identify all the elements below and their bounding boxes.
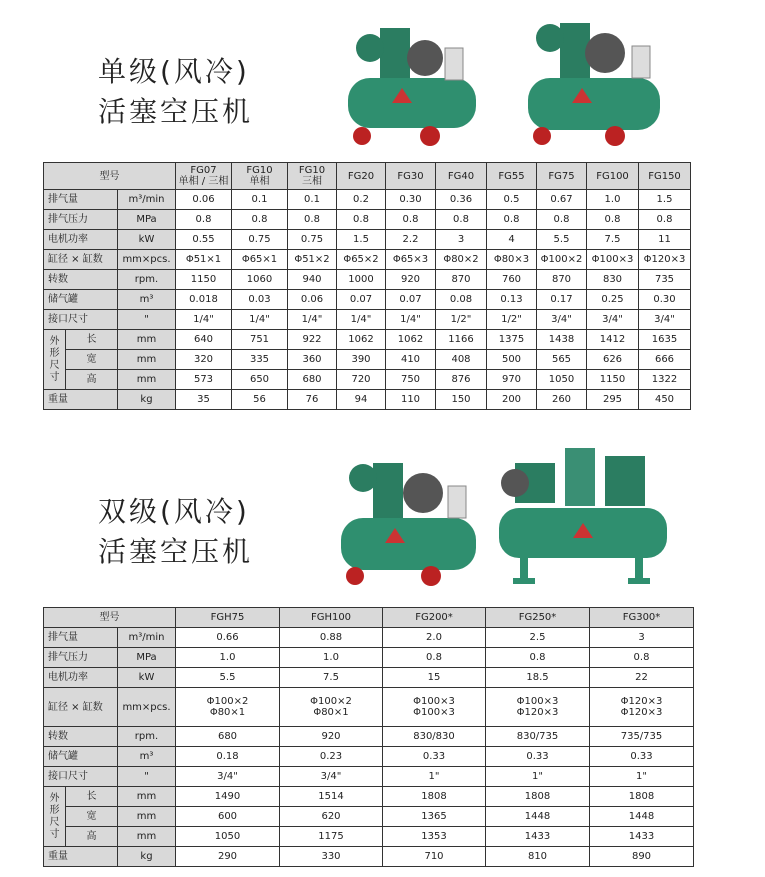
model-header-cell xyxy=(386,163,436,190)
table-cell: 1.0 xyxy=(280,648,383,668)
section2-title-line1: 双级(风冷) xyxy=(98,495,250,528)
table-cell: 0.8 xyxy=(232,210,288,230)
table-cell: 0.8 xyxy=(337,210,386,230)
table-cell: 1.5 xyxy=(337,230,386,250)
model-header-cell xyxy=(537,163,587,190)
table-cell: 1166 xyxy=(436,330,487,350)
table-cell: 2.5 xyxy=(486,628,590,648)
row-unit: kg xyxy=(118,847,176,867)
table-cell: 0.8 xyxy=(436,210,487,230)
table-cell: 1808 xyxy=(486,787,590,807)
model-variant: 单相 / 三相 xyxy=(178,176,229,187)
model-header-cell xyxy=(232,163,288,190)
table-cell: 450 xyxy=(639,390,691,410)
table-cell: 0.30 xyxy=(386,190,436,210)
table-cell: 0.17 xyxy=(537,290,587,310)
table-cell: 1448 xyxy=(486,807,590,827)
table-row xyxy=(44,210,691,230)
table-cell: 408 xyxy=(436,350,487,370)
table-cell: 666 xyxy=(639,350,691,370)
table-cell: 2.0 xyxy=(383,628,486,648)
table-cell: 3/4" xyxy=(537,310,587,330)
table-cell: 0.55 xyxy=(176,230,232,250)
table-row xyxy=(44,847,694,867)
table-cell: 600 xyxy=(176,807,280,827)
table-cell: 0.1 xyxy=(288,190,337,210)
table-cell: 11 xyxy=(639,230,691,250)
table-cell: 1/4" xyxy=(288,310,337,330)
table-cell: 0.8 xyxy=(383,648,486,668)
bore-line: Φ100×2 xyxy=(310,696,352,707)
table-cell: 650 xyxy=(232,370,288,390)
table-cell: 1808 xyxy=(590,787,694,807)
table-cell: 920 xyxy=(280,727,383,747)
table-cell: 720 xyxy=(337,370,386,390)
row-unit: mm xyxy=(118,330,176,350)
table-cell: 0.8 xyxy=(537,210,587,230)
table-cell: 1/4" xyxy=(337,310,386,330)
table-header-row xyxy=(44,608,694,628)
table-cell xyxy=(486,688,590,727)
table-row xyxy=(44,628,694,648)
compressor-image-4 xyxy=(495,438,670,588)
row-unit: " xyxy=(118,310,176,330)
table-cell: 150 xyxy=(436,390,487,410)
model-header-cell xyxy=(639,163,691,190)
dimension-side-char: 形 xyxy=(49,347,60,359)
model-header-cell xyxy=(436,163,487,190)
table-row xyxy=(44,648,694,668)
table-cell: 680 xyxy=(176,727,280,747)
table-cell: 7.5 xyxy=(280,668,383,688)
table-cell xyxy=(590,688,694,727)
table-header-row xyxy=(44,163,691,190)
table-cell: 1514 xyxy=(280,787,383,807)
table-cell: 3 xyxy=(436,230,487,250)
row-unit: " xyxy=(118,767,176,787)
table-row xyxy=(44,190,691,210)
table-cell: 640 xyxy=(176,330,232,350)
row-unit: rpm. xyxy=(118,270,176,290)
row-unit: mm xyxy=(118,787,176,807)
bore-line: Φ100×3 xyxy=(413,696,455,707)
table-cell: 1050 xyxy=(537,370,587,390)
compressor-image-2 xyxy=(520,8,665,148)
row-label: 排气量 xyxy=(44,190,118,210)
dimension-side-char: 外 xyxy=(49,335,60,347)
table-row xyxy=(44,390,691,410)
table-cell: 620 xyxy=(280,807,383,827)
table-cell: 1375 xyxy=(487,330,537,350)
dimension-side-label xyxy=(44,330,66,390)
table-cell: 1150 xyxy=(176,270,232,290)
table-cell: 1.5 xyxy=(639,190,691,210)
table-cell: 0.13 xyxy=(487,290,537,310)
table-cell: 0.07 xyxy=(386,290,436,310)
table-cell: 920 xyxy=(386,270,436,290)
table-row xyxy=(44,290,691,310)
table-cell: 56 xyxy=(232,390,288,410)
dimension-side-char: 尺 xyxy=(49,359,60,371)
dimension-label: 长 xyxy=(66,787,118,807)
model-header-label: 型号 xyxy=(44,608,176,628)
table-cell: 5.5 xyxy=(537,230,587,250)
table-cell: 0.25 xyxy=(587,290,639,310)
row-label: 转数 xyxy=(44,270,118,290)
table-cell: 940 xyxy=(288,270,337,290)
table-cell: 0.8 xyxy=(486,648,590,668)
table-cell: 0.33 xyxy=(486,747,590,767)
section1-title-line2: 活塞空压机 xyxy=(98,95,254,128)
table-cell: 0.8 xyxy=(590,648,694,668)
table-cell: 1000 xyxy=(337,270,386,290)
dimension-side-char: 寸 xyxy=(49,828,60,840)
row-label: 电机功率 xyxy=(44,668,118,688)
table-cell: 0.8 xyxy=(176,210,232,230)
table-cell: 330 xyxy=(280,847,383,867)
table-cell: 35 xyxy=(176,390,232,410)
table-cell: 573 xyxy=(176,370,232,390)
row-unit: mm xyxy=(118,350,176,370)
table-cell: 1322 xyxy=(639,370,691,390)
table-cell: 320 xyxy=(176,350,232,370)
table-cell: 970 xyxy=(487,370,537,390)
row-label: 电机功率 xyxy=(44,230,118,250)
table-cell xyxy=(176,688,280,727)
compressor-image-3 xyxy=(333,448,481,588)
table-row xyxy=(44,668,694,688)
table-cell: 3 xyxy=(590,628,694,648)
model-name: FG07 xyxy=(190,165,217,176)
table-cell: 626 xyxy=(587,350,639,370)
table-cell: 870 xyxy=(537,270,587,290)
model-header-cell: FG250* xyxy=(486,608,590,628)
table-cell: 295 xyxy=(587,390,639,410)
table-cell: 1808 xyxy=(383,787,486,807)
table-cell: Φ65×1 xyxy=(232,250,288,270)
table-cell: 735/735 xyxy=(590,727,694,747)
table-cell: 3/4" xyxy=(587,310,639,330)
model-header-cell: FG200* xyxy=(383,608,486,628)
row-unit: mm×pcs. xyxy=(118,688,176,727)
row-unit: m³ xyxy=(118,290,176,310)
table-cell: 1" xyxy=(486,767,590,787)
table-cell: 830/735 xyxy=(486,727,590,747)
row-label: 接口尺寸 xyxy=(44,310,118,330)
table-cell: 1/4" xyxy=(232,310,288,330)
dimension-side-char: 寸 xyxy=(49,371,60,383)
table-cell: 1353 xyxy=(383,827,486,847)
row-unit: kW xyxy=(118,230,176,250)
model-name: FG75 xyxy=(548,170,575,182)
table-cell: 0.1 xyxy=(232,190,288,210)
row-label: 缸径 × 缸数 xyxy=(44,688,118,727)
table-cell: Φ51×1 xyxy=(176,250,232,270)
table-cell: 1490 xyxy=(176,787,280,807)
table-cell: 680 xyxy=(288,370,337,390)
dimension-side-label xyxy=(44,787,66,847)
table-cell: 1635 xyxy=(639,330,691,350)
table-row xyxy=(44,787,694,807)
dimension-label: 高 xyxy=(66,370,118,390)
row-unit: kg xyxy=(118,390,176,410)
table-cell: 0.03 xyxy=(232,290,288,310)
row-label: 重量 xyxy=(44,390,118,410)
model-header-label: 型号 xyxy=(44,163,176,190)
table-row xyxy=(44,310,691,330)
model-name: FG150 xyxy=(648,170,681,182)
table-cell: Φ100×2 xyxy=(537,250,587,270)
table-row xyxy=(44,688,694,727)
table-row xyxy=(44,230,691,250)
table-cell: 4 xyxy=(487,230,537,250)
compressor-image-1 xyxy=(340,8,480,148)
table-cell: 94 xyxy=(337,390,386,410)
row-unit: m³/min xyxy=(118,190,176,210)
two-stage-spec-table xyxy=(43,607,694,867)
model-name: FG10 xyxy=(246,165,273,176)
table-cell: 0.33 xyxy=(590,747,694,767)
table-cell: 500 xyxy=(487,350,537,370)
table-cell: 1" xyxy=(590,767,694,787)
table-cell: 200 xyxy=(487,390,537,410)
table-cell: 1/2" xyxy=(436,310,487,330)
table-cell: Φ120×3 xyxy=(639,250,691,270)
table-row xyxy=(44,727,694,747)
table-cell: 0.36 xyxy=(436,190,487,210)
single-stage-spec-table xyxy=(43,162,691,410)
table-cell: 18.5 xyxy=(486,668,590,688)
row-unit: m³ xyxy=(118,747,176,767)
table-cell: 1412 xyxy=(587,330,639,350)
table-cell: 0.07 xyxy=(337,290,386,310)
table-cell xyxy=(383,688,486,727)
table-cell: 0.66 xyxy=(176,628,280,648)
row-unit: mm xyxy=(118,370,176,390)
table-cell: Φ80×2 xyxy=(436,250,487,270)
table-cell: 76 xyxy=(288,390,337,410)
dimension-side-char: 尺 xyxy=(49,816,60,828)
table-cell: 870 xyxy=(436,270,487,290)
table-cell: 360 xyxy=(288,350,337,370)
table-cell: 810 xyxy=(486,847,590,867)
table-cell: 735 xyxy=(639,270,691,290)
dimension-label: 宽 xyxy=(66,807,118,827)
table-cell: 0.8 xyxy=(639,210,691,230)
table-cell: 1050 xyxy=(176,827,280,847)
table-cell: 0.8 xyxy=(587,210,639,230)
table-cell: 565 xyxy=(537,350,587,370)
bore-line: Φ100×3 xyxy=(413,707,455,718)
row-label: 排气量 xyxy=(44,628,118,648)
table-cell: 830/830 xyxy=(383,727,486,747)
table-cell: 0.5 xyxy=(487,190,537,210)
table-row xyxy=(44,270,691,290)
table-cell: 1062 xyxy=(386,330,436,350)
table-cell: 0.06 xyxy=(176,190,232,210)
table-cell: 876 xyxy=(436,370,487,390)
table-row xyxy=(44,330,691,350)
section2-title xyxy=(98,492,253,572)
table-cell: 1433 xyxy=(486,827,590,847)
dimension-side-char: 形 xyxy=(49,804,60,816)
table-cell: 750 xyxy=(386,370,436,390)
table-cell: 0.8 xyxy=(487,210,537,230)
table-cell: 1/4" xyxy=(176,310,232,330)
table-cell: 260 xyxy=(537,390,587,410)
table-cell: 15 xyxy=(383,668,486,688)
dimension-label: 宽 xyxy=(66,350,118,370)
row-label: 储气罐 xyxy=(44,290,118,310)
row-unit: mm×pcs. xyxy=(118,250,176,270)
dimension-label: 高 xyxy=(66,827,118,847)
table-cell: 290 xyxy=(176,847,280,867)
table-cell: 5.5 xyxy=(176,668,280,688)
table-row xyxy=(44,250,691,270)
table-cell: 830 xyxy=(587,270,639,290)
dimension-label: 长 xyxy=(66,330,118,350)
table-row xyxy=(44,350,691,370)
table-cell: 890 xyxy=(590,847,694,867)
table-cell: Φ100×3 xyxy=(587,250,639,270)
row-label: 排气压力 xyxy=(44,648,118,668)
table-cell: 1448 xyxy=(590,807,694,827)
bore-line: Φ80×1 xyxy=(313,707,349,718)
model-header-cell: FG300* xyxy=(590,608,694,628)
table-cell: 0.33 xyxy=(383,747,486,767)
row-label: 接口尺寸 xyxy=(44,767,118,787)
table-cell: 0.88 xyxy=(280,628,383,648)
table-cell: 0.18 xyxy=(176,747,280,767)
table-cell: 751 xyxy=(232,330,288,350)
section2-title-line2: 活塞空压机 xyxy=(98,535,254,568)
model-header-cell: FGH100 xyxy=(280,608,383,628)
table-cell: Φ80×3 xyxy=(487,250,537,270)
table-cell: 1433 xyxy=(590,827,694,847)
table-cell: 0.67 xyxy=(537,190,587,210)
table-cell: 110 xyxy=(386,390,436,410)
table-cell: 410 xyxy=(386,350,436,370)
table-cell: 0.018 xyxy=(176,290,232,310)
row-unit: kW xyxy=(118,668,176,688)
table-cell: 1/2" xyxy=(487,310,537,330)
bore-line: Φ120×3 xyxy=(516,707,559,718)
model-name: FG10 xyxy=(298,165,326,176)
table-cell: 2.2 xyxy=(386,230,436,250)
table-cell: 1" xyxy=(383,767,486,787)
table-cell: 1062 xyxy=(337,330,386,350)
table-cell: 0.30 xyxy=(639,290,691,310)
table-cell: 0.23 xyxy=(280,747,383,767)
table-cell: 0.2 xyxy=(337,190,386,210)
model-header-cell: FGH75 xyxy=(176,608,280,628)
table-row xyxy=(44,370,691,390)
row-label: 排气压力 xyxy=(44,210,118,230)
table-cell: Φ65×3 xyxy=(386,250,436,270)
table-cell: 335 xyxy=(232,350,288,370)
table-cell: 1438 xyxy=(537,330,587,350)
table-row xyxy=(44,827,694,847)
model-header-cell xyxy=(288,163,337,190)
table-cell: 7.5 xyxy=(587,230,639,250)
table-cell: 0.8 xyxy=(386,210,436,230)
table-cell: 1/4" xyxy=(386,310,436,330)
table-row xyxy=(44,747,694,767)
row-unit: MPa xyxy=(118,210,176,230)
table-cell: 0.75 xyxy=(288,230,337,250)
table-cell: 1175 xyxy=(280,827,383,847)
bore-line: Φ100×3 xyxy=(516,696,559,707)
table-cell: 22 xyxy=(590,668,694,688)
row-unit: rpm. xyxy=(118,727,176,747)
table-cell: Φ51×2 xyxy=(288,250,337,270)
bore-line: Φ120×3 xyxy=(620,707,663,718)
bore-line: Φ80×1 xyxy=(209,707,246,718)
row-label: 缸径 × 缸数 xyxy=(44,250,118,270)
table-cell: 0.06 xyxy=(288,290,337,310)
table-cell: 1060 xyxy=(232,270,288,290)
model-header-cell xyxy=(487,163,537,190)
model-name: FG40 xyxy=(447,170,475,182)
table-cell: 3/4" xyxy=(176,767,280,787)
model-header-cell xyxy=(337,163,386,190)
table-cell: Φ65×2 xyxy=(337,250,386,270)
table-cell: 0.08 xyxy=(436,290,487,310)
row-unit: mm xyxy=(118,827,176,847)
model-variant: 三相 xyxy=(302,176,322,187)
row-label: 转数 xyxy=(44,727,118,747)
model-name: FG100 xyxy=(596,170,629,182)
table-row xyxy=(44,807,694,827)
table-cell: 0.75 xyxy=(232,230,288,250)
table-cell: 1.0 xyxy=(587,190,639,210)
section1-title-line1: 单级(风冷) xyxy=(98,55,250,88)
bore-line: Φ100×2 xyxy=(206,696,249,707)
table-cell xyxy=(280,688,383,727)
table-cell: 3/4" xyxy=(639,310,691,330)
table-row xyxy=(44,767,694,787)
table-cell: 1.0 xyxy=(176,648,280,668)
row-unit: MPa xyxy=(118,648,176,668)
model-name: FG30 xyxy=(397,170,424,182)
table-cell: 0.8 xyxy=(288,210,337,230)
table-cell: 1365 xyxy=(383,807,486,827)
bore-line: Φ120×3 xyxy=(620,696,663,707)
row-label: 重量 xyxy=(44,847,118,867)
model-name: FG20 xyxy=(347,170,375,182)
table-cell: 760 xyxy=(487,270,537,290)
table-cell: 1150 xyxy=(587,370,639,390)
dimension-side-char: 外 xyxy=(49,792,60,804)
model-name: FG55 xyxy=(498,170,525,182)
row-label: 储气罐 xyxy=(44,747,118,767)
model-variant: 单相 xyxy=(249,176,270,187)
model-header-cell xyxy=(176,163,232,190)
table-cell: 710 xyxy=(383,847,486,867)
model-header-cell xyxy=(587,163,639,190)
row-unit: mm xyxy=(118,807,176,827)
table-cell: 390 xyxy=(337,350,386,370)
table-cell: 922 xyxy=(288,330,337,350)
row-unit: m³/min xyxy=(118,628,176,648)
table-cell: 3/4" xyxy=(280,767,383,787)
section1-title xyxy=(98,52,253,132)
